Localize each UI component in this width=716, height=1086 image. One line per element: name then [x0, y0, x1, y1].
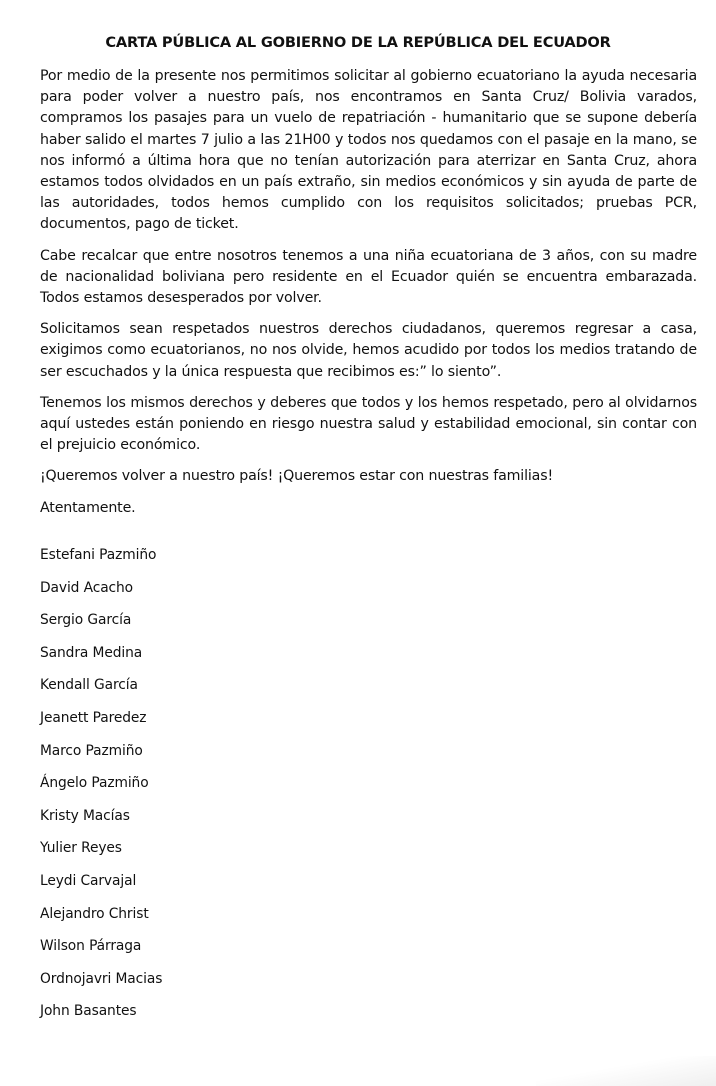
signatory-name: Alejandro Christ — [40, 905, 149, 922]
signatory-name: Kendall García — [40, 677, 138, 694]
paragraph-child: Cabe recalcar que entre nosotros tenemos a una niña ecuatoriana de 3 años, con su madre de nacionalidad boliviana pero residente en el Ecuador quién se encuentra embarazada. Todos estamos desesperados por volver. — [40, 247, 697, 307]
signatory-name: Kristy Macías — [40, 807, 130, 824]
signatory-name: Marco Pazmiño — [40, 742, 143, 759]
paragraph-request: Por medio de la presente nos permitimos solicitar al gobierno ecuatoriano la ayuda necesaria para poder volver a nuestro país, nos encontramos en Santa Cruz/ Bolivia varados, compramos los pasajes para un vuelo de repatriación - humanitario que se supone debería haber salido el martes 7 julio a las 21H00 y todos nos quedamos con el pasaje en la mano, se nos informó a última hora que no tenían autorización para aterrizar en Santa Cruz, ahora estamos todos olvidados en un país extraño, sin medios económicos y sin ayuda de parte de las autoridades, todos hemos cumplido con los requisitos solicitados; pruebas PCR, documentos, pago de ticket. — [40, 68, 697, 233]
signatory-name: Ángelo Pazmiño — [40, 775, 149, 792]
signatory-name: Estefani Pazmiño — [40, 547, 157, 563]
signatory-name: Sandra Medina — [40, 644, 143, 661]
letter-title: CARTA PÚBLICA AL GOBIERNO DE LA REPÚBLICA DEL ECUADOR — [105, 34, 611, 51]
signatory-list — [40, 546, 162, 1035]
signatory-name: Sergio García — [40, 612, 132, 629]
signatory-name: David Acacho — [40, 579, 134, 596]
closing-line: Atentamente. — [40, 499, 136, 516]
signatory-name: Leydi Carvajal — [40, 872, 137, 889]
signatory-name: Yulier Reyes — [40, 840, 122, 857]
signatory-name: Ordnojavri Macias — [40, 970, 163, 987]
signatory-name: Wilson Párraga — [40, 938, 142, 955]
signatory-name: Jeanett Paredez — [40, 709, 147, 726]
page-shadow — [536, 1056, 716, 1086]
signatory-name: John Basantes — [40, 1003, 137, 1020]
letter-body — [40, 66, 697, 529]
paragraph-duties: Tenemos los mismos derechos y deberes que todos y los hemos respetado, pero al olvidarnos aquí ustedes están poniendo en riesgo nuestra salud y estabilidad emocional, sin contar con el prejuicio económico. — [40, 394, 697, 454]
paragraph-rights: Solicitamos sean respetados nuestros derechos ciudadanos, queremos regresar a casa, exigimos como ecuatorianos, no nos olvide, hemos acudido por todos los medios tratando de ser escuchados y la única respuesta que recibimos es:” lo siento”. — [40, 321, 697, 380]
paragraph-exclamation: ¡Queremos volver a nuestro país! ¡Queremos estar con nuestras familias! — [40, 468, 554, 485]
